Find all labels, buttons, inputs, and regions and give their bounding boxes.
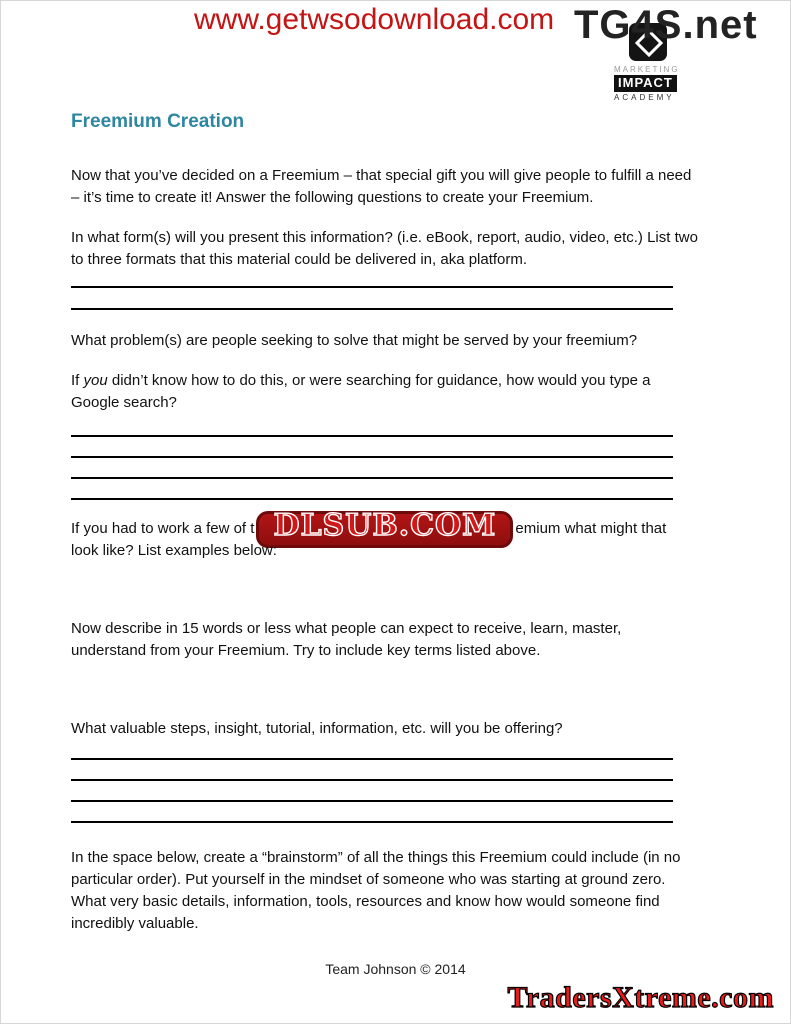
question-google-emph: you xyxy=(83,372,108,389)
answer-line xyxy=(71,288,673,310)
intro-paragraph: Now that you’ve decided on a Freemium – that special gift you will give people to fulfill a need – it’s time to create it! Answer the following questions to create your Freemium. xyxy=(71,167,692,206)
brand-watermark: TG4S.net xyxy=(574,3,758,47)
answer-line xyxy=(71,437,673,458)
question-formats: In what form(s) will you present this information? (i.e. eBook, report, audio, video, etc.) List two to three formats that this material could be delivered in, aka platform. xyxy=(71,229,698,268)
question-keyterms-line1 xyxy=(71,507,667,543)
logo-line-impact: IMPACT xyxy=(614,75,677,92)
question-google-search xyxy=(71,370,699,414)
dlsub-watermark xyxy=(256,507,513,548)
answer-line xyxy=(71,781,673,802)
question-google-pre: If xyxy=(71,372,84,389)
answer-line xyxy=(71,414,673,437)
answer-line xyxy=(71,802,673,823)
question-offering: What valuable steps, insight, tutorial, information, etc. will you be offering? xyxy=(71,720,563,737)
question-brainstorm: In the space below, create a “brainstorm” of all the things this Freemium could include (in no particular order). Put yourself in the mindset of someone who was starting at ground zero. What very basic details, information, tools, resources and know how would someone find incredibly valuable. xyxy=(71,849,681,932)
keyterms-text-post: emium what might that xyxy=(515,520,667,537)
document-body xyxy=(71,111,699,935)
answer-line xyxy=(71,760,673,781)
site-url-watermark: www.getwsodownload.com xyxy=(194,3,555,36)
answer-line xyxy=(71,479,673,500)
page-title: Freemium Creation xyxy=(71,111,245,132)
answer-line xyxy=(71,458,673,479)
logo-line-academy: ACADEMY xyxy=(614,93,675,103)
mia-logo-text xyxy=(614,65,692,102)
answer-line xyxy=(71,740,673,760)
answer-line xyxy=(71,271,673,288)
corner-watermark: TradersXtreme.com xyxy=(507,981,774,1014)
keyterms-text-pre: If you had to work a few of t xyxy=(71,520,255,537)
question-keyterms xyxy=(71,507,699,562)
question-keyterms-line2: look like? List examples below: xyxy=(71,542,277,559)
question-describe: Now describe in 15 words or less what people can expect to receive, learn, master, understand from your Freemium. Try to include key terms listed above. xyxy=(71,620,622,659)
logo-line-marketing: MARKETING xyxy=(614,65,680,74)
question-problems: What problem(s) are people seeking to solve that might be served by your freemium? xyxy=(71,332,638,349)
footer-credit: Team Johnson © 2014 xyxy=(325,961,466,977)
dlsub-watermark-text: DLSUB.COM xyxy=(273,507,497,543)
question-google-post: didn’t know how to do this, or were searching for guidance, how would you type a Google search? xyxy=(71,372,651,411)
